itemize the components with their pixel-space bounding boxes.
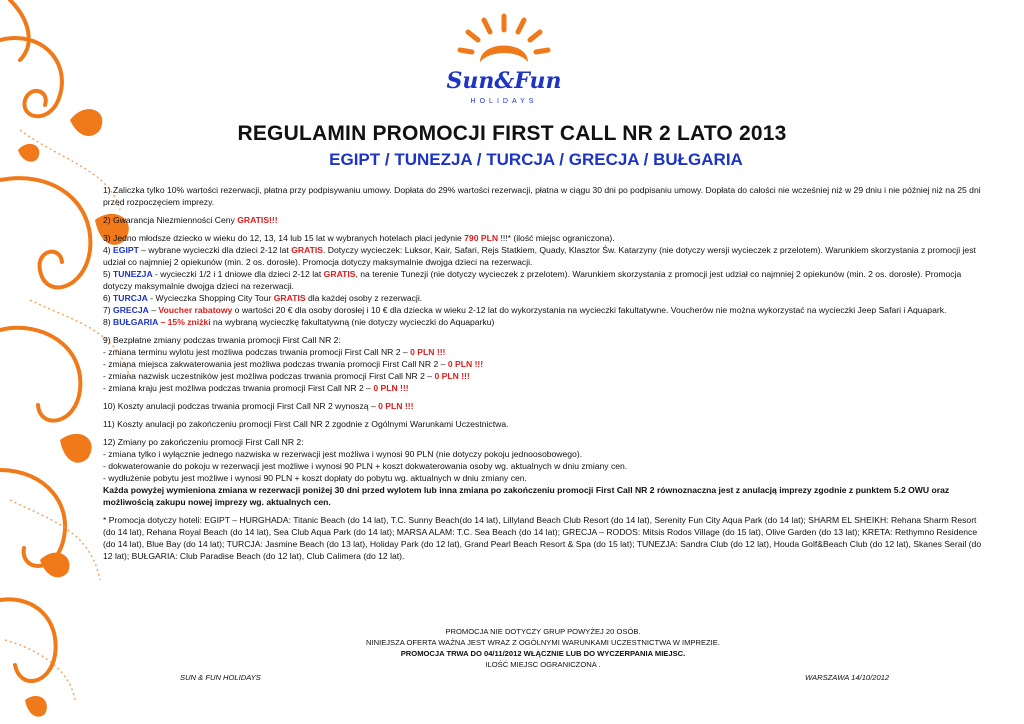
regulations-body [103,184,983,568]
hotel-footnote: * Promocja dotyczy hoteli: EGIPT – HURGHADA: Titanic Beach (do 14 lat), T.C. Sunny Beach(do 14 lat), Lillyland Beach Club Resort (do 14 lat), Serenity Fun City Aqua Park (do 14 lat); SHARM EL SHEIKH: Rehana Sharm Resort (do 14 lat), Rehana Royal Beach (do 14 lat), Sea Club Aqua Park (do 14 lat); MARSA ALAM: T.C. Sea Beach (do 14 lat); GRECJA – RODOS: Mitsis Rodos Village (do 15 lat), Olive Garden (do 13 lat); KRETA: Rethymno Residence (do 14 lat), Blue Bay (do 14 lat); TURCJA: Jasmine Beach (do 13 lat), Holiday Park (do 12 lat), Grand Pearl Beach Resort & Spa (do 15 lat); TUNEZJA: Sandra Club (do 12 lat), Houda Golf&Beach Club (do 12 lat), Skanes Serail (do 12 lat); BUŁGARIA: Club Paradise Beach (do 12 lat), Club Calimera (do 12 lat). [103,515,982,561]
rule-8: 8) BUŁGARIA – 15% zniżki na wybraną wycieczkę fakultatywną (nie dotyczy wycieczki do Aquaparku) [103,317,495,327]
rule-1: 1) Zaliczka tylko 10% wartości rezerwacji, płatna przy podpisywaniu umowy. Dopłata do 29% wartości rezerwacji, płatna w ciągu 30 dni po podpisaniu umowy. Dopłata do całości nie wcześniej niż w 29 dniu i nie później niż na 25 dni przed rozpoczęciem imprezy. [103,185,981,207]
rule-11: 11) Koszty anulacji po zakończeniu promocji First Call NR 2 zgodnie z Ogólnymi Warunkami Uczestnictwa. [103,419,509,429]
rule-3: 3) Jedno młodsze dziecko w wieku do 12, 13, 14 lub 15 lat w wybranych hotelach płaci jedynie 790 PLN !!!* (ilość miejsc ograniczona). [103,233,615,243]
logo-brand-text: Sun&Fun [446,68,562,94]
signature-company: SUN & FUN HOLIDAYS [180,673,261,682]
sun-and-fun-logo [444,10,564,110]
rule-4: 4) EGIPT – wybrane wycieczki dla dzieci 2-12 lat GRATIS. Dotyczy wycieczek: Luksor, Kair, Safari, Rejs Statkiem, Quady, Klasztor Św. Katarzyny (nie dotyczy wersji wycieczek z przelotem). Warunkiem skorzystania z promocji jest udział co najmniej 2 opiekunów (min. 2 os. dorosłe). Promocja dotyczy maksymalnie dwojga dzieci na rezerwacji. [103,245,976,267]
footer-notice: PROMOCJA NIE DOTYCZY GRUP POWYŻEJ 20 OSÓB. NINIEJSZA OFERTA WAŻNA JEST WRAZ Z OGÓLNYMI WARUNKAMI UCZESTNICTWA W IMPREZIE. PROMOCJA TRWA DO 04/11/2012 WŁĄCZNIE LUB DO WYCZERPANIA MIEJSC. ILOŚĆ MIEJSC OGRANICZONA . [366,627,720,669]
rule-6: 6) TURCJA - Wycieczka Shopping City Tour GRATIS dla każdej osoby z rezerwacji. [103,293,423,303]
signature-place-date: WARSZAWA 14/10/2012 [805,673,890,682]
rule-9: 9) Bezpłatne zmiany podczas trwania promocji First Call NR 2: - zmiana terminu wylotu jest możliwa podczas trwania promocji First Call NR 2 – 0 PLN !!! - zmiana miejsca zakwaterowania jest możliwa podczas trwania promocji First Call NR 2 – 0 PLN !!! - zmiana nazwisk uczestników jest możliwa podczas trwania promocji First Call NR 2 – 0 PLN !!! - zmiana kraju jest możliwa podczas trwania promocji First Call NR 2 – 0 PLN !!! [103,335,484,393]
rule-7: 7) GRECJA – Voucher rabatowy o wartości 20 € dla osoby dorosłej i 10 € dla dziecka w wieku 2-12 lat do wykorzystania na wycieczki fakultatywne. Voucherów nie można wykorzystać na wycieczki Jeep Safari i Aquapark. [103,305,947,315]
rule-12: 12) Zmiany po zakończeniu promocji First Call NR 2: - zmiana tylko i wyłącznie jednego nazwiska w rezerwacji jest możliwa i wynosi 90 PLN (nie dotyczy pokoju jednoosobowego). - dokwaterowanie do pokoju w rezerwacji jest możliwe i wynosi 90 PLN + koszt dokwaterowania osoby wg. aktualnych w dniu zmiany cen. - wydłużenie pobytu jest możliwe i wynosi 90 PLN + koszt dopłaty do pobytu wg. aktualnych w dniu zmiany cen. Każda powyżej wymieniona zmiana w rezerwacji poniżej 30 dni przed wylotem lub inna zmiana po zakończeniu promocji First Call NR 2 równoznaczna jest z anulacją imprezy zgodnie z punktem 5.2 OWU oraz możliwością zakupu nowej imprezy wg. aktualnych cen. [103,437,950,507]
page-subtitle: EGIPT / TUNEZJA / TURCJA / GRECJA / BUŁGARIA [329,150,743,169]
rule-5: 5) TUNEZJA - wycieczki 1/2 i 1 dniowe dla dzieci 2-12 lat GRATIS, na terenie Tunezji (nie dotyczy wycieczek z przelotem). Warunkiem skorzystania z promocji jest udział co najmniej 2 opiekunów (min. 2 os. dorosłe). Promocja dotyczy maksymalnie dwojga dzieci na rezerwacji. [103,269,962,291]
rule-10: 10) Koszty anulacji podczas trwania promocji First Call NR 2 wynoszą – 0 PLN !!! [103,401,414,411]
rule-2: 2) Gwarancja Niezmienności Ceny GRATIS!!! [103,215,278,225]
logo-tagline: HOLIDAYS [470,98,538,105]
page-title: REGULAMIN PROMOCJI FIRST CALL NR 2 LATO 2013 [237,122,787,145]
